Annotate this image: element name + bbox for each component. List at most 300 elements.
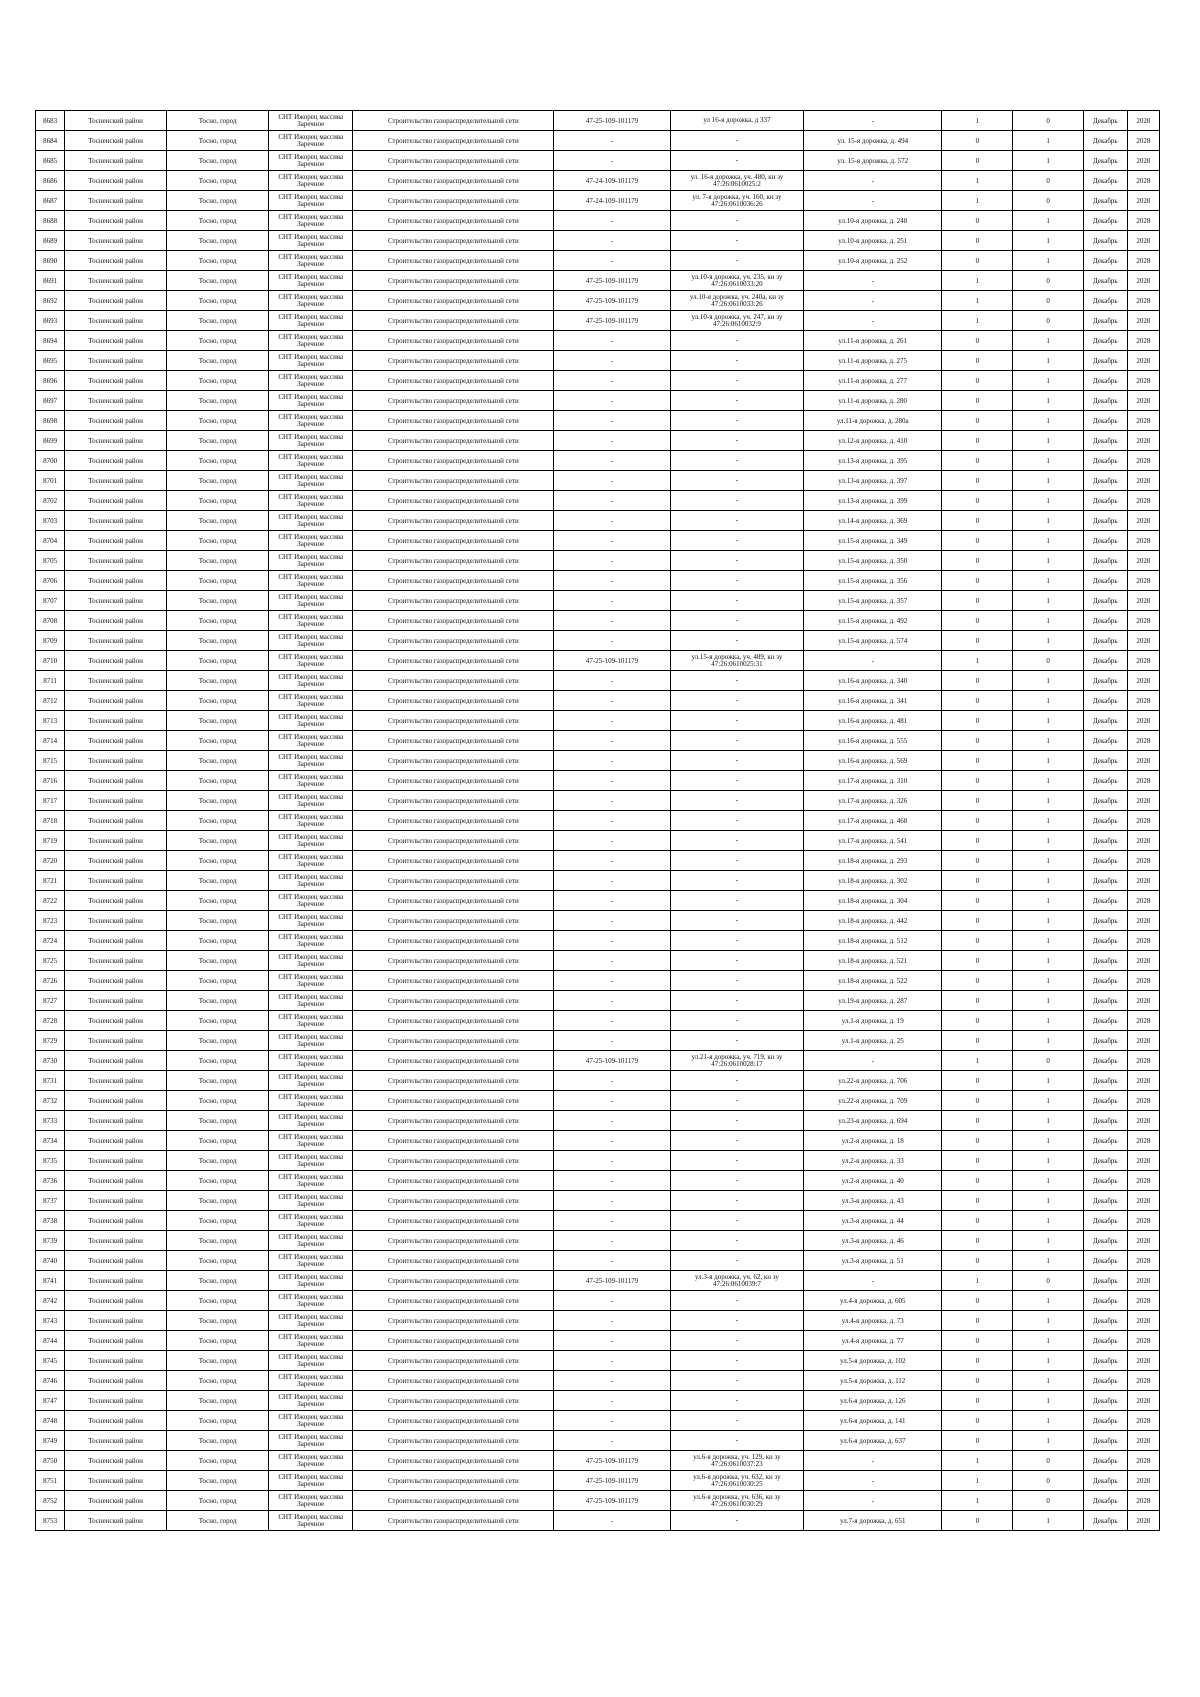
table-row xyxy=(36,1191,1160,1211)
application-number-cell: - xyxy=(554,471,671,491)
flag-a-cell: 0 xyxy=(942,391,1013,411)
month-cell: Декабрь xyxy=(1083,871,1127,891)
flag-b-cell: 1 xyxy=(1013,691,1084,711)
plot-address-cell: ул.6-я дорожка, уч. 129, кн зу 47:26:0610037:23 xyxy=(670,1451,803,1471)
plot-address-cell: - xyxy=(670,751,803,771)
flag-b-cell: 1 xyxy=(1013,1371,1084,1391)
house-address-cell: ул.18-я дорожка, д. 304 xyxy=(804,891,942,911)
month-cell: Декабрь xyxy=(1083,111,1127,131)
snt-cell: СНТ Ижорец массива Заречное xyxy=(269,1351,353,1371)
month-cell: Декабрь xyxy=(1083,911,1127,931)
snt-cell: СНТ Ижорец массива Заречное xyxy=(269,691,353,711)
month-cell: Декабрь xyxy=(1083,271,1127,291)
application-number-cell: 47-25-109-101179 xyxy=(554,651,671,671)
work-type-cell: Строительство газораспределительной сети xyxy=(353,671,554,691)
district-cell: Тосненский район xyxy=(65,1451,167,1471)
row-number-cell: 8695 xyxy=(36,351,65,371)
year-cell: 2028 xyxy=(1127,171,1159,191)
flag-b-cell: 1 xyxy=(1013,571,1084,591)
month-cell: Декабрь xyxy=(1083,891,1127,911)
month-cell: Декабрь xyxy=(1083,671,1127,691)
table-row xyxy=(36,351,1160,371)
row-number-cell: 8689 xyxy=(36,231,65,251)
row-number-cell: 8720 xyxy=(36,851,65,871)
snt-cell: СНТ Ижорец массива Заречное xyxy=(269,811,353,831)
application-number-cell: 47-24-109-101179 xyxy=(554,191,671,211)
table-row xyxy=(36,1471,1160,1491)
work-type-cell: Строительство газораспределительной сети xyxy=(353,371,554,391)
month-cell: Декабрь xyxy=(1083,511,1127,531)
plot-address-cell: - xyxy=(670,851,803,871)
district-cell: Тосненский район xyxy=(65,331,167,351)
plot-address-cell: - xyxy=(670,931,803,951)
row-number-cell: 8686 xyxy=(36,171,65,191)
plot-address-cell: - xyxy=(670,331,803,351)
flag-b-cell: 1 xyxy=(1013,671,1084,691)
year-cell: 2028 xyxy=(1127,491,1159,511)
plot-address-cell: - xyxy=(670,231,803,251)
snt-cell: СНТ Ижорец массива Заречное xyxy=(269,191,353,211)
house-address-cell: ул.11-я дорожка, д. 275 xyxy=(804,351,942,371)
row-number-cell: 8733 xyxy=(36,1111,65,1131)
house-address-cell: ул.6-я дорожка, д. 141 xyxy=(804,1411,942,1431)
settlement-cell: Тосно, город xyxy=(167,551,269,571)
settlement-cell: Тосно, город xyxy=(167,131,269,151)
flag-b-cell: 0 xyxy=(1013,311,1084,331)
district-cell: Тосненский район xyxy=(65,1271,167,1291)
flag-b-cell: 1 xyxy=(1013,971,1084,991)
work-type-cell: Строительство газораспределительной сети xyxy=(353,431,554,451)
table-row xyxy=(36,991,1160,1011)
district-cell: Тосненский район xyxy=(65,591,167,611)
application-number-cell: - xyxy=(554,1191,671,1211)
plot-address-cell: - xyxy=(670,811,803,831)
plot-address-cell: - xyxy=(670,431,803,451)
house-address-cell: ул.16-я дорожка, д. 340 xyxy=(804,671,942,691)
table-row xyxy=(36,1231,1160,1251)
application-number-cell: - xyxy=(554,1251,671,1271)
application-number-cell: - xyxy=(554,831,671,851)
settlement-cell: Тосно, город xyxy=(167,731,269,751)
settlement-cell: Тосно, город xyxy=(167,1291,269,1311)
settlement-cell: Тосно, город xyxy=(167,1351,269,1371)
month-cell: Декабрь xyxy=(1083,1111,1127,1131)
year-cell: 2028 xyxy=(1127,951,1159,971)
application-number-cell: 47-24-109-101179 xyxy=(554,171,671,191)
snt-cell: СНТ Ижорец массива Заречное xyxy=(269,331,353,351)
district-cell: Тосненский район xyxy=(65,1151,167,1171)
plot-address-cell: - xyxy=(670,131,803,151)
work-type-cell: Строительство газораспределительной сети xyxy=(353,351,554,371)
district-cell: Тосненский район xyxy=(65,1051,167,1071)
row-number-cell: 8712 xyxy=(36,691,65,711)
plot-address-cell: - xyxy=(670,391,803,411)
flag-b-cell: 1 xyxy=(1013,911,1084,931)
work-type-cell: Строительство газораспределительной сети xyxy=(353,151,554,171)
snt-cell: СНТ Ижорец массива Заречное xyxy=(269,1251,353,1271)
table-row xyxy=(36,551,1160,571)
application-number-cell: - xyxy=(554,251,671,271)
flag-a-cell: 0 xyxy=(942,211,1013,231)
work-type-cell: Строительство газораспределительной сети xyxy=(353,271,554,291)
year-cell: 2028 xyxy=(1127,511,1159,531)
year-cell: 2028 xyxy=(1127,371,1159,391)
month-cell: Декабрь xyxy=(1083,731,1127,751)
work-type-cell: Строительство газораспределительной сети xyxy=(353,571,554,591)
flag-b-cell: 1 xyxy=(1013,771,1084,791)
house-address-cell: ул.11-я дорожка, д. 280 xyxy=(804,391,942,411)
flag-b-cell: 0 xyxy=(1013,171,1084,191)
work-type-cell: Строительство газораспределительной сети xyxy=(353,551,554,571)
flag-b-cell: 1 xyxy=(1013,231,1084,251)
work-type-cell: Строительство газораспределительной сети xyxy=(353,511,554,531)
table-row xyxy=(36,951,1160,971)
flag-a-cell: 0 xyxy=(942,371,1013,391)
snt-cell: СНТ Ижорец массива Заречное xyxy=(269,131,353,151)
plot-address-cell: - xyxy=(670,871,803,891)
month-cell: Декабрь xyxy=(1083,1271,1127,1291)
year-cell: 2028 xyxy=(1127,1371,1159,1391)
year-cell: 2028 xyxy=(1127,631,1159,651)
work-type-cell: Строительство газораспределительной сети xyxy=(353,611,554,631)
flag-b-cell: 1 xyxy=(1013,851,1084,871)
flag-a-cell: 0 xyxy=(942,1111,1013,1131)
house-address-cell: ул.22-я дорожка, д. 706 xyxy=(804,1071,942,1091)
plot-address-cell: ул. 7-я дорожка, уч. 160, кн зу 47:26:0610036:26 xyxy=(670,191,803,211)
table-row xyxy=(36,831,1160,851)
house-address-cell: ул.18-я дорожка, д. 302 xyxy=(804,871,942,891)
district-cell: Тосненский район xyxy=(65,771,167,791)
table-row xyxy=(36,731,1160,751)
table-row xyxy=(36,211,1160,231)
settlement-cell: Тосно, город xyxy=(167,651,269,671)
snt-cell: СНТ Ижорец массива Заречное xyxy=(269,1271,353,1291)
house-address-cell: ул.4-я дорожка, д. 77 xyxy=(804,1331,942,1351)
year-cell: 2028 xyxy=(1127,691,1159,711)
settlement-cell: Тосно, город xyxy=(167,491,269,511)
district-cell: Тосненский район xyxy=(65,1171,167,1191)
year-cell: 2028 xyxy=(1127,1251,1159,1271)
year-cell: 2028 xyxy=(1127,1031,1159,1051)
district-cell: Тосненский район xyxy=(65,511,167,531)
year-cell: 2028 xyxy=(1127,1511,1159,1531)
district-cell: Тосненский район xyxy=(65,1391,167,1411)
house-address-cell: - xyxy=(804,291,942,311)
table-row xyxy=(36,751,1160,771)
house-address-cell: ул.16-я дорожка, д. 569 xyxy=(804,751,942,771)
year-cell: 2028 xyxy=(1127,411,1159,431)
table-row xyxy=(36,811,1160,831)
application-number-cell: - xyxy=(554,711,671,731)
house-address-cell: ул.5-я дорожка, д. 102 xyxy=(804,1351,942,1371)
row-number-cell: 8736 xyxy=(36,1171,65,1191)
house-address-cell: ул. 15-я дорожка, д. 494 xyxy=(804,131,942,151)
flag-a-cell: 1 xyxy=(942,1491,1013,1511)
row-number-cell: 8700 xyxy=(36,451,65,471)
snt-cell: СНТ Ижорец массива Заречное xyxy=(269,511,353,531)
plot-address-cell: - xyxy=(670,1131,803,1151)
plot-address-cell: ул 16-я дорожка, д 337 xyxy=(670,111,803,131)
plot-address-cell: - xyxy=(670,1411,803,1431)
district-cell: Тосненский район xyxy=(65,1211,167,1231)
row-number-cell: 8719 xyxy=(36,831,65,851)
table-row xyxy=(36,851,1160,871)
row-number-cell: 8716 xyxy=(36,771,65,791)
work-type-cell: Строительство газораспределительной сети xyxy=(353,451,554,471)
snt-cell: СНТ Ижорец массива Заречное xyxy=(269,251,353,271)
flag-a-cell: 1 xyxy=(942,191,1013,211)
row-number-cell: 8708 xyxy=(36,611,65,631)
month-cell: Декабрь xyxy=(1083,311,1127,331)
settlement-cell: Тосно, город xyxy=(167,531,269,551)
plot-address-cell: - xyxy=(670,251,803,271)
row-number-cell: 8684 xyxy=(36,131,65,151)
flag-b-cell: 0 xyxy=(1013,651,1084,671)
settlement-cell: Тосно, город xyxy=(167,951,269,971)
settlement-cell: Тосно, город xyxy=(167,1011,269,1031)
application-number-cell: - xyxy=(554,1331,671,1351)
flag-b-cell: 1 xyxy=(1013,1431,1084,1451)
district-cell: Тосненский район xyxy=(65,991,167,1011)
settlement-cell: Тосно, город xyxy=(167,411,269,431)
flag-b-cell: 0 xyxy=(1013,191,1084,211)
plot-address-cell: - xyxy=(670,591,803,611)
month-cell: Декабрь xyxy=(1083,1311,1127,1331)
application-number-cell: - xyxy=(554,1211,671,1231)
plot-address-cell: ул.3-я дорожка, уч. 62, кн зу 47:26:0610039:7 xyxy=(670,1271,803,1291)
district-cell: Тосненский район xyxy=(65,1431,167,1451)
district-cell: Тосненский район xyxy=(65,291,167,311)
gas-network-table xyxy=(35,110,1160,1531)
flag-a-cell: 0 xyxy=(942,1191,1013,1211)
plot-address-cell: - xyxy=(670,1031,803,1051)
work-type-cell: Строительство газораспределительной сети xyxy=(353,251,554,271)
row-number-cell: 8741 xyxy=(36,1271,65,1291)
row-number-cell: 8718 xyxy=(36,811,65,831)
work-type-cell: Строительство газораспределительной сети xyxy=(353,311,554,331)
row-number-cell: 8742 xyxy=(36,1291,65,1311)
plot-address-cell: - xyxy=(670,1091,803,1111)
month-cell: Декабрь xyxy=(1083,451,1127,471)
row-number-cell: 8705 xyxy=(36,551,65,571)
snt-cell: СНТ Ижорец массива Заречное xyxy=(269,1231,353,1251)
house-address-cell: - xyxy=(804,1271,942,1291)
application-number-cell: - xyxy=(554,1131,671,1151)
settlement-cell: Тосно, город xyxy=(167,771,269,791)
snt-cell: СНТ Ижорец массива Заречное xyxy=(269,991,353,1011)
plot-address-cell: - xyxy=(670,571,803,591)
flag-b-cell: 1 xyxy=(1013,1091,1084,1111)
settlement-cell: Тосно, город xyxy=(167,1511,269,1531)
flag-b-cell: 1 xyxy=(1013,1171,1084,1191)
month-cell: Декабрь xyxy=(1083,1411,1127,1431)
house-address-cell: ул.18-я дорожка, д. 521 xyxy=(804,951,942,971)
flag-a-cell: 0 xyxy=(942,811,1013,831)
flag-a-cell: 0 xyxy=(942,151,1013,171)
plot-address-cell: - xyxy=(670,151,803,171)
table-row xyxy=(36,1131,1160,1151)
plot-address-cell: - xyxy=(670,1191,803,1211)
row-number-cell: 8706 xyxy=(36,571,65,591)
row-number-cell: 8685 xyxy=(36,151,65,171)
application-number-cell: - xyxy=(554,631,671,651)
snt-cell: СНТ Ижорец массива Заречное xyxy=(269,171,353,191)
snt-cell: СНТ Ижорец массива Заречное xyxy=(269,751,353,771)
settlement-cell: Тосно, город xyxy=(167,171,269,191)
district-cell: Тосненский район xyxy=(65,1071,167,1091)
year-cell: 2028 xyxy=(1127,811,1159,831)
row-number-cell: 8735 xyxy=(36,1151,65,1171)
flag-a-cell: 0 xyxy=(942,451,1013,471)
flag-b-cell: 1 xyxy=(1013,1311,1084,1331)
settlement-cell: Тосно, город xyxy=(167,1331,269,1351)
flag-a-cell: 0 xyxy=(942,771,1013,791)
district-cell: Тосненский район xyxy=(65,1491,167,1511)
settlement-cell: Тосно, город xyxy=(167,911,269,931)
settlement-cell: Тосно, город xyxy=(167,1451,269,1471)
flag-a-cell: 0 xyxy=(942,891,1013,911)
plot-address-cell: - xyxy=(670,491,803,511)
table-row xyxy=(36,451,1160,471)
settlement-cell: Тосно, город xyxy=(167,471,269,491)
application-number-cell: - xyxy=(554,1151,671,1171)
work-type-cell: Строительство газораспределительной сети xyxy=(353,171,554,191)
year-cell: 2028 xyxy=(1127,991,1159,1011)
year-cell: 2028 xyxy=(1127,1231,1159,1251)
work-type-cell: Строительство газораспределительной сети xyxy=(353,791,554,811)
settlement-cell: Тосно, город xyxy=(167,231,269,251)
house-address-cell: ул.5-я дорожка, д. 112 xyxy=(804,1371,942,1391)
application-number-cell: 47-25-109-101179 xyxy=(554,1451,671,1471)
year-cell: 2028 xyxy=(1127,1151,1159,1171)
snt-cell: СНТ Ижорец массива Заречное xyxy=(269,1011,353,1031)
month-cell: Декабрь xyxy=(1083,1291,1127,1311)
work-type-cell: Строительство газораспределительной сети xyxy=(353,851,554,871)
settlement-cell: Тосно, город xyxy=(167,971,269,991)
table-row xyxy=(36,1111,1160,1131)
district-cell: Тосненский район xyxy=(65,651,167,671)
snt-cell: СНТ Ижорец массива Заречное xyxy=(269,911,353,931)
district-cell: Тосненский район xyxy=(65,311,167,331)
house-address-cell: ул.1-я дорожка, д. 25 xyxy=(804,1031,942,1051)
application-number-cell: - xyxy=(554,1431,671,1451)
work-type-cell: Строительство газораспределительной сети xyxy=(353,991,554,1011)
plot-address-cell: - xyxy=(670,1431,803,1451)
flag-a-cell: 0 xyxy=(942,1351,1013,1371)
month-cell: Декабрь xyxy=(1083,1371,1127,1391)
month-cell: Декабрь xyxy=(1083,1431,1127,1451)
month-cell: Декабрь xyxy=(1083,1031,1127,1051)
house-address-cell: ул.13-я дорожка, д. 397 xyxy=(804,471,942,491)
table-row xyxy=(36,591,1160,611)
snt-cell: СНТ Ижорец массива Заречное xyxy=(269,231,353,251)
application-number-cell: - xyxy=(554,1291,671,1311)
work-type-cell: Строительство газораспределительной сети xyxy=(353,331,554,351)
plot-address-cell: ул.6-я дорожка, уч. 636, кн зу 47:26:0610030:29 xyxy=(670,1491,803,1511)
plot-address-cell: - xyxy=(670,511,803,531)
row-number-cell: 8750 xyxy=(36,1451,65,1471)
settlement-cell: Тосно, город xyxy=(167,751,269,771)
month-cell: Декабрь xyxy=(1083,631,1127,651)
application-number-cell: - xyxy=(554,1031,671,1051)
work-type-cell: Строительство газораспределительной сети xyxy=(353,1491,554,1511)
table-row xyxy=(36,1091,1160,1111)
year-cell: 2028 xyxy=(1127,1211,1159,1231)
row-number-cell: 8747 xyxy=(36,1391,65,1411)
table-row xyxy=(36,271,1160,291)
year-cell: 2028 xyxy=(1127,1171,1159,1191)
application-number-cell: - xyxy=(554,1411,671,1431)
year-cell: 2028 xyxy=(1127,1271,1159,1291)
plot-address-cell: - xyxy=(670,771,803,791)
flag-b-cell: 1 xyxy=(1013,391,1084,411)
settlement-cell: Тосно, город xyxy=(167,211,269,231)
flag-a-cell: 1 xyxy=(942,271,1013,291)
district-cell: Тосненский район xyxy=(65,1011,167,1031)
application-number-cell: 47-25-109-101179 xyxy=(554,111,671,131)
flag-a-cell: 0 xyxy=(942,851,1013,871)
plot-address-cell: - xyxy=(670,1351,803,1371)
snt-cell: СНТ Ижорец массива Заречное xyxy=(269,1411,353,1431)
flag-b-cell: 1 xyxy=(1013,871,1084,891)
plot-address-cell: - xyxy=(670,1311,803,1331)
row-number-cell: 8702 xyxy=(36,491,65,511)
settlement-cell: Тосно, город xyxy=(167,191,269,211)
flag-b-cell: 1 xyxy=(1013,1131,1084,1151)
row-number-cell: 8688 xyxy=(36,211,65,231)
snt-cell: СНТ Ижорец массива Заречное xyxy=(269,1311,353,1331)
flag-b-cell: 1 xyxy=(1013,371,1084,391)
snt-cell: СНТ Ижорец массива Заречное xyxy=(269,151,353,171)
settlement-cell: Тосно, город xyxy=(167,1071,269,1091)
house-address-cell: ул.3-я дорожка, д. 46 xyxy=(804,1231,942,1251)
table-row xyxy=(36,791,1160,811)
month-cell: Декабрь xyxy=(1083,371,1127,391)
table-row xyxy=(36,251,1160,271)
application-number-cell: - xyxy=(554,211,671,231)
year-cell: 2028 xyxy=(1127,1011,1159,1031)
row-number-cell: 8725 xyxy=(36,951,65,971)
month-cell: Декабрь xyxy=(1083,251,1127,271)
flag-b-cell: 1 xyxy=(1013,811,1084,831)
work-type-cell: Строительство газораспределительной сети xyxy=(353,1371,554,1391)
settlement-cell: Тосно, город xyxy=(167,511,269,531)
table-row xyxy=(36,1491,1160,1511)
settlement-cell: Тосно, город xyxy=(167,1471,269,1491)
flag-a-cell: 0 xyxy=(942,131,1013,151)
month-cell: Декабрь xyxy=(1083,1051,1127,1071)
year-cell: 2028 xyxy=(1127,1431,1159,1451)
flag-a-cell: 1 xyxy=(942,291,1013,311)
flag-a-cell: 0 xyxy=(942,691,1013,711)
year-cell: 2028 xyxy=(1127,1411,1159,1431)
snt-cell: СНТ Ижорец массива Заречное xyxy=(269,1391,353,1411)
year-cell: 2028 xyxy=(1127,731,1159,751)
flag-a-cell: 0 xyxy=(942,791,1013,811)
work-type-cell: Строительство газораспределительной сети xyxy=(353,1231,554,1251)
work-type-cell: Строительство газораспределительной сети xyxy=(353,131,554,151)
snt-cell: СНТ Ижорец массива Заречное xyxy=(269,1511,353,1531)
plot-address-cell: - xyxy=(670,691,803,711)
flag-b-cell: 1 xyxy=(1013,791,1084,811)
plot-address-cell: - xyxy=(670,951,803,971)
application-number-cell: - xyxy=(554,1231,671,1251)
flag-a-cell: 0 xyxy=(942,471,1013,491)
flag-a-cell: 1 xyxy=(942,1451,1013,1471)
settlement-cell: Тосно, город xyxy=(167,1111,269,1131)
plot-address-cell: ул.21-я дорожка, уч. 719, кн зу 47:26:0610028:17 xyxy=(670,1051,803,1071)
work-type-cell: Строительство газораспределительной сети xyxy=(353,731,554,751)
